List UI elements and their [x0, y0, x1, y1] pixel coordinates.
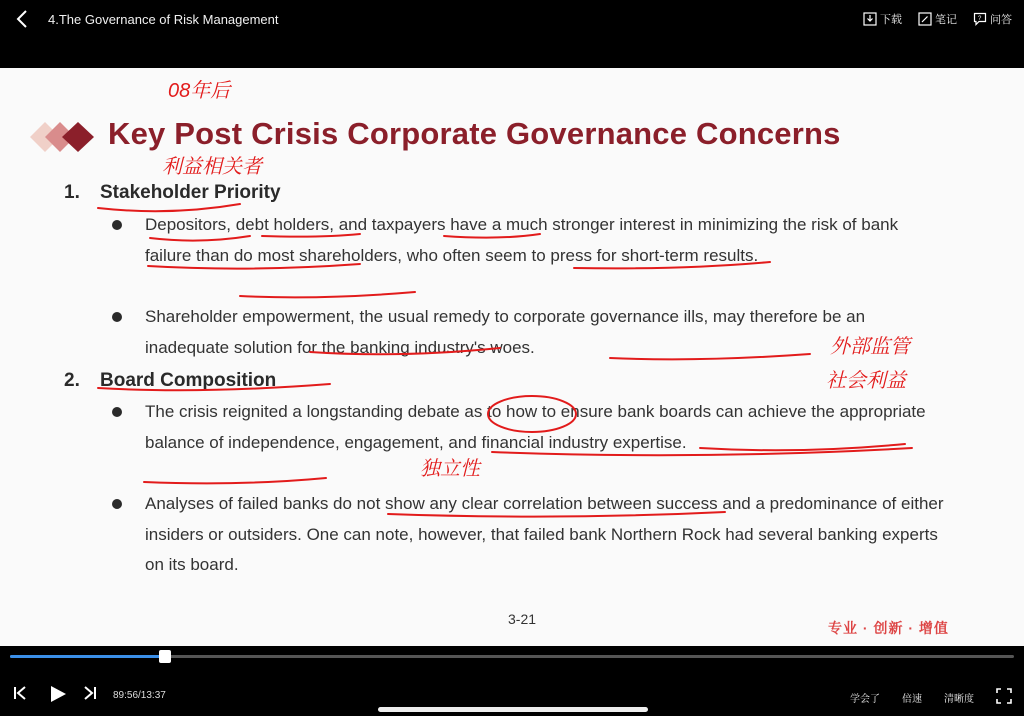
home-indicator — [378, 707, 648, 712]
progress-fill — [10, 655, 165, 658]
bullet-item — [112, 210, 942, 302]
next-button[interactable] — [82, 684, 98, 702]
slide-content — [0, 68, 1024, 646]
section-title: Stakeholder Priority — [100, 182, 281, 203]
player-options — [850, 688, 1012, 707]
ink-note: 独立性 — [420, 458, 480, 480]
qa-chat-icon — [973, 12, 987, 26]
fullscreen-button[interactable] — [996, 688, 1012, 707]
slide-slogan: 专业 · 创新 · 增值 — [828, 620, 949, 636]
section-heading-1 — [64, 182, 281, 204]
back-icon[interactable] — [12, 8, 34, 30]
speed-button[interactable]: 倍速 — [902, 694, 922, 705]
bullet-dot-icon — [112, 312, 122, 322]
qa-button[interactable] — [973, 11, 1012, 27]
ink-note: 外部监管 — [830, 336, 910, 358]
section-title: Board Composition — [100, 370, 277, 391]
quality-button[interactable]: 清晰度 — [944, 694, 974, 705]
svg-text:?: ? — [978, 16, 982, 22]
progress-handle[interactable] — [159, 650, 171, 663]
bullet-text: Depositors, debt holders, and taxpayers have a much stronger interest in minimizing the risk of bank failure than do most shareholders, who often seem to press for short-term results. — [145, 215, 899, 265]
section-number: 1. — [64, 182, 80, 203]
section-number: 2. — [64, 370, 80, 391]
play-icon — [48, 684, 68, 704]
learned-button[interactable]: 学会了 — [850, 694, 880, 705]
note-edit-icon — [918, 12, 932, 26]
bullet-item — [112, 302, 942, 364]
page-title: 4.The Governance of Risk Management — [48, 12, 279, 27]
download-label: 下载 — [880, 14, 902, 26]
diamond-bullets-icon — [28, 120, 102, 154]
slide-page-number: 3-21 — [508, 611, 537, 627]
bullet-item — [112, 397, 942, 489]
video-player-controls — [0, 646, 1024, 716]
bullet-text: Analyses of failed banks do not show any clear correlation between success and a predominance of either insiders or outsiders. One can note, however, that failed bank Northern Rock had several banking experts on its board. — [145, 494, 944, 575]
slide-title: Key Post Crisis Corporate Governance Concerns — [108, 116, 841, 151]
section-heading-2 — [64, 370, 276, 392]
bullet-item — [112, 489, 942, 581]
bullet-text: Shareholder empowerment, the usual remedy to corporate governance ills, may therefore be an inadequate solution for the banking industry's woes. — [145, 307, 866, 357]
top-bar — [0, 0, 1024, 40]
qa-label: 问答 — [990, 14, 1012, 26]
previous-icon — [12, 684, 28, 702]
previous-button[interactable] — [12, 684, 28, 702]
bullet-dot-icon — [112, 220, 122, 230]
ink-note: 利益相关者 — [162, 156, 262, 178]
ink-note: 08年后 — [168, 80, 231, 102]
ink-note: 社会利益 — [826, 370, 906, 392]
notes-button[interactable] — [918, 11, 957, 27]
progress-bar[interactable] — [10, 655, 1014, 658]
play-button[interactable] — [48, 684, 68, 704]
bullet-dot-icon — [112, 499, 122, 509]
download-button[interactable] — [863, 11, 902, 27]
notes-label: 笔记 — [935, 14, 957, 26]
fullscreen-icon — [996, 688, 1012, 704]
download-icon — [863, 12, 877, 26]
bullet-dot-icon — [112, 407, 122, 417]
bullet-text: The crisis reignited a longstanding debate as to how to ensure bank boards can achieve the appropriate balance of independence, engagement, and financial industry expertise. — [145, 402, 926, 452]
next-icon — [82, 684, 98, 702]
time-display: 89:56/13:37 — [113, 690, 166, 701]
top-actions — [863, 11, 1012, 27]
